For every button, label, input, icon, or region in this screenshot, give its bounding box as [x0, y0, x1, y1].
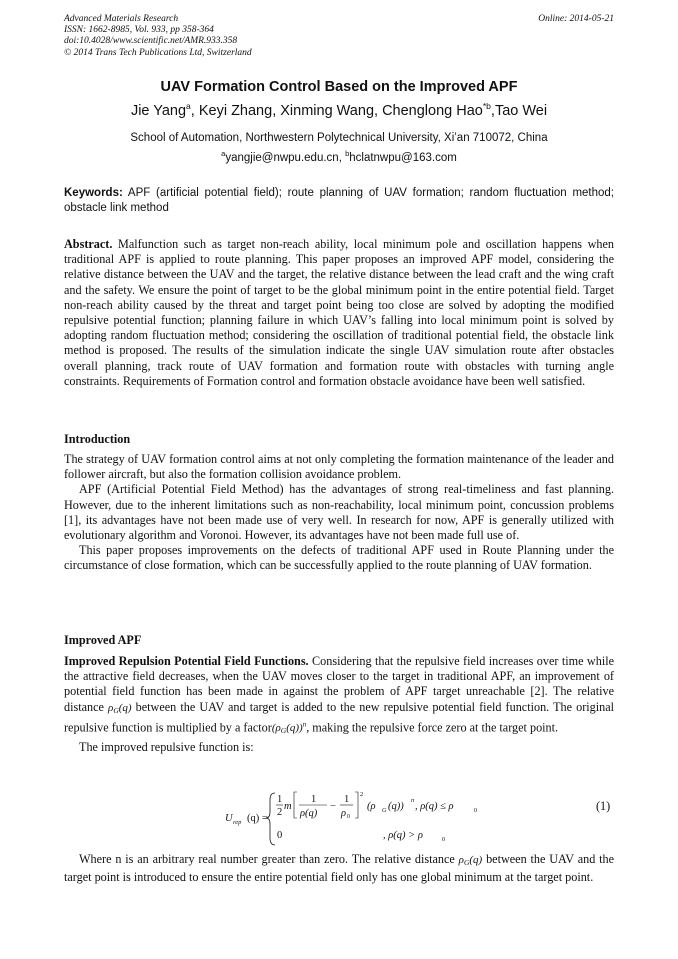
author-name: Xinming Wang: [280, 103, 375, 119]
email-address[interactable]: hclatnwpu@163.com: [349, 152, 457, 164]
author-name: Tao Wei: [494, 103, 548, 119]
paragraph: APF (Artificial Potential Field Method) has the advantages of strong real-timeliness and fast planning. However, due to the inherent limitations such as non-reachability, local minimum point, concussion problems [1], its advantages have not been made use of very well. In research for now, APF is generally utilized with evolutionary algorithm and Voronoi. However, its advantages have not been made full use of.: [64, 482, 614, 543]
abstract-label: Abstract.: [64, 237, 113, 251]
journal-meta: [64, 14, 252, 59]
paragraph: [64, 852, 614, 885]
copyright-line: © 2014 Trans Tech Publications Ltd, Switzerland: [64, 47, 252, 58]
introduction-body: [64, 452, 614, 574]
factor-symbol: $(\rho_G(q))^n$: [271, 720, 307, 736]
eq-factor-tail: (q)): [388, 801, 404, 812]
doi-line: doi:10.4028/www.scientific.net/AMR.933.358: [64, 36, 238, 47]
eq-cond1-sub: 0: [474, 808, 477, 814]
paragraph-text: Considering that the repulsive field increases over time while the attractive field decreases, when the UAV moves closer to the target in traditional APF, an improvement of potential field function has been made in against the problem of APF target unreachable [2]. The relative distance: [64, 654, 614, 714]
equation-number: (1): [596, 799, 611, 813]
rho-g-symbol: $\rho_G(q)$: [108, 701, 132, 715]
online-date: Online: 2014-05-21: [538, 14, 614, 24]
eq-half-den: 2: [277, 807, 283, 818]
repulsive-function-equation: [225, 788, 525, 848]
eq-m: m: [284, 801, 292, 812]
keywords: [64, 186, 614, 216]
author-sup: a: [186, 101, 191, 111]
email-sup: b: [345, 149, 350, 158]
paragraph: This paper proposes improvements on the defects of traditional APF used in Route Planning under the circumstance of close formation, which can be successfully applied to the route planning of UAV formation.: [64, 543, 614, 573]
eq-frac2-den-sub: 0: [347, 814, 350, 820]
eq-square: 2: [360, 791, 364, 798]
rho-g-symbol: $\rho_G(q)$: [458, 854, 483, 867]
abstract: [64, 237, 614, 389]
eq-lhs-sub: rep: [233, 819, 242, 826]
eq-right-bracket: [355, 792, 358, 818]
author-name: Keyi Zhang: [198, 103, 273, 119]
eq-factor-exp: n: [411, 797, 415, 804]
issn-line: ISSN: 1662-8985, Vol. 933, pp 358-364: [64, 25, 214, 36]
eq-lhs-u: U: [225, 813, 233, 824]
paragraph: The strategy of UAV formation control aims at not only completing the formation maintenance of the leader and follower aircraft, but also the formation collision avoidance problem.: [64, 452, 614, 482]
improved-apf-continuation: [64, 852, 614, 885]
eq-minus: −: [330, 801, 336, 812]
eq-factor-sub: G: [382, 808, 387, 814]
author-sup: *b: [482, 101, 491, 111]
eq-frac1-num: 1: [311, 794, 317, 805]
journal-name: Advanced Materials Research: [64, 14, 179, 24]
eq-left-bracket: [294, 792, 297, 818]
paragraph-text: between the UAV and target is added to the new repulsive potential field function. The original repulsive function is multiplied by a factor: [64, 699, 615, 735]
paragraph-text: between the UAV and the target point is introduced to ensure the entire potential field only has one global minimum at the target point.: [64, 852, 615, 885]
author-name: Chenglong Hao: [382, 103, 483, 119]
paragraph-text: , making the repulsive force zero at the target point.: [306, 720, 559, 735]
eq-frac2-den: ρ: [341, 808, 347, 819]
keywords-label: Keywords:: [64, 187, 123, 199]
email-list: $^a$yangjie@nwpu.edu.cn, $^b$hclatnwpu@163.com: [221, 149, 457, 164]
abstract-text: Malfunction such as target non-reach ability, local minimum pole and oscillation happens when traditional APF is applied to route planning. This paper proposes an improved APF model, considering the relative distance between the UAV and the target, the relative distance between the lead craft and the wing craft and the safety. We ensure the point of target to be the global minimum point in the entire potential field. Target non-reach ability caused by the threat and target point being too close are solved by adopting the modified repulsive potential function; planning failure in which UAV’s falling into local minimum point is solved by adopting random fluctuation method; considering the oscillation of traditional potential field, the obstacle link method is proposed. The results of the simulation indicate the single UAV simulation route after obstacles overall planning, track route of UAV formation and formation route with obstacles with turning angle constraints. Requirements of Formation control and formation obstacle avoidance have been well satisfied.: [64, 237, 614, 388]
paragraph-text: Where n is an arbitrary real number greater than zero. The relative distance: [79, 852, 455, 866]
email-sup: a: [221, 149, 226, 158]
affiliation: School of Automation, Northwestern Polytechnical University, Xi’an 710072, China: [130, 132, 548, 144]
paragraph: The improved repulsive function is:: [79, 739, 254, 754]
eq-cond1: , ρ(q) ≤ ρ: [415, 801, 454, 812]
paragraph: [64, 654, 614, 739]
improved-apf-body: [64, 654, 614, 755]
author-name: Jie Yang: [130, 103, 187, 119]
author-list: Jie Yang$^a$, Keyi Zhang, Xinming Wang, Chenglong Hao$^{*b}$,Tao Wei: [130, 101, 548, 119]
improved-apf-heading: Improved APF: [64, 633, 142, 647]
eq-frac2-num: 1: [344, 794, 350, 805]
eq-cond2-sub: 0: [442, 837, 445, 843]
eq-half-num: 1: [277, 794, 283, 805]
introduction-heading: Introduction: [64, 432, 131, 446]
eq-factor: (ρ: [367, 801, 376, 812]
keywords-text: APF (artificial potential field); route planning of UAV formation; random fluctuation method; obstacle link method: [64, 187, 614, 214]
paper-title: UAV Formation Control Based on the Improved APF: [160, 79, 518, 95]
eq-lhs-arg: (q) =: [247, 813, 268, 824]
subsection-label: Improved Repulsion Potential Field Functions.: [64, 654, 309, 668]
eq-zero: 0: [277, 830, 283, 841]
eq-frac1-den: ρ(q): [300, 808, 318, 819]
eq-cond2: , ρ(q) > ρ: [383, 830, 423, 841]
email-address[interactable]: yangjie@nwpu.edu.cn: [225, 152, 339, 164]
